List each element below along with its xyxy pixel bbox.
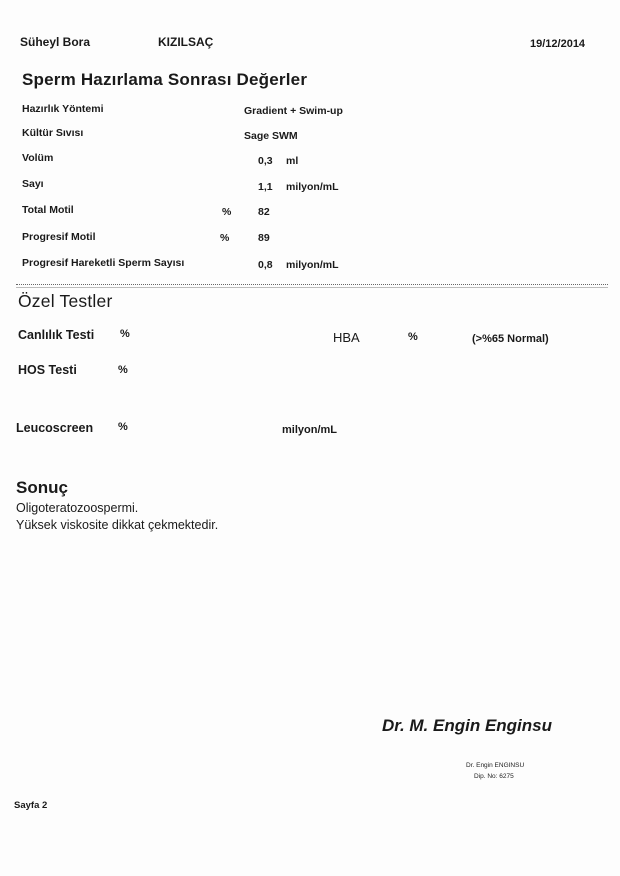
hba-label: HBA: [333, 330, 360, 345]
row-label: Volüm: [22, 152, 54, 164]
result-title: Sonuç: [16, 478, 68, 497]
row-value: 1,1: [258, 181, 273, 193]
page-number: Sayfa 2: [14, 800, 48, 811]
canlilik-label: Canlılık Testi: [18, 328, 95, 342]
stamp-name: Dr. Engin ENGINSU: [466, 762, 525, 769]
section-title-prep: Sperm Hazırlama Sonrası Değerler: [22, 70, 308, 89]
row-label: Sayı: [22, 178, 44, 190]
row-value: 82: [258, 206, 270, 218]
canlilik-pct: %: [120, 328, 130, 340]
doctor-signature-name: Dr. M. Engin Enginsu: [382, 716, 552, 735]
row-value: 0,8: [258, 259, 273, 271]
row-value: 89: [258, 232, 270, 244]
row-unit: milyon/mL: [286, 259, 339, 271]
result-line-1: Oligoteratozoospermi.: [16, 501, 139, 515]
row-pct: %: [222, 206, 232, 218]
hos-label: HOS Testi: [18, 363, 77, 377]
row-label: Kültür Sıvısı: [22, 127, 84, 139]
hba-pct: %: [408, 331, 418, 343]
stamp-diploma: Dip. No: 6275: [474, 773, 514, 780]
leuco-label: Leucoscreen: [16, 421, 94, 435]
row-label: Hazırlık Yöntemi: [22, 103, 104, 115]
hba-reference: (>%65 Normal): [472, 333, 549, 345]
row-unit: ml: [286, 155, 299, 167]
row-value: Sage SWM: [244, 130, 298, 142]
section-title-special: Özel Testler: [18, 291, 113, 311]
section-divider: [16, 284, 608, 285]
result-line-2: Yüksek viskosite dikkat çekmektedir.: [16, 518, 219, 532]
patient-first-name: Süheyl Bora: [20, 35, 91, 49]
section-divider: [16, 287, 608, 288]
row-value: Gradient + Swim-up: [244, 105, 343, 117]
row-unit: milyon/mL: [286, 181, 339, 193]
leuco-unit: milyon/mL: [282, 424, 338, 436]
patient-last-name: KIZILSAÇ: [158, 35, 214, 49]
row-pct: %: [220, 232, 230, 244]
row-value: 0,3: [258, 155, 273, 167]
row-label: Progresif Motil: [22, 231, 96, 243]
row-label: Progresif Hareketli Sperm Sayısı: [22, 257, 185, 269]
report-date: 19/12/2014: [530, 38, 586, 50]
leuco-pct: %: [118, 421, 128, 433]
row-label: Total Motil: [22, 204, 74, 216]
hos-pct: %: [118, 364, 128, 376]
